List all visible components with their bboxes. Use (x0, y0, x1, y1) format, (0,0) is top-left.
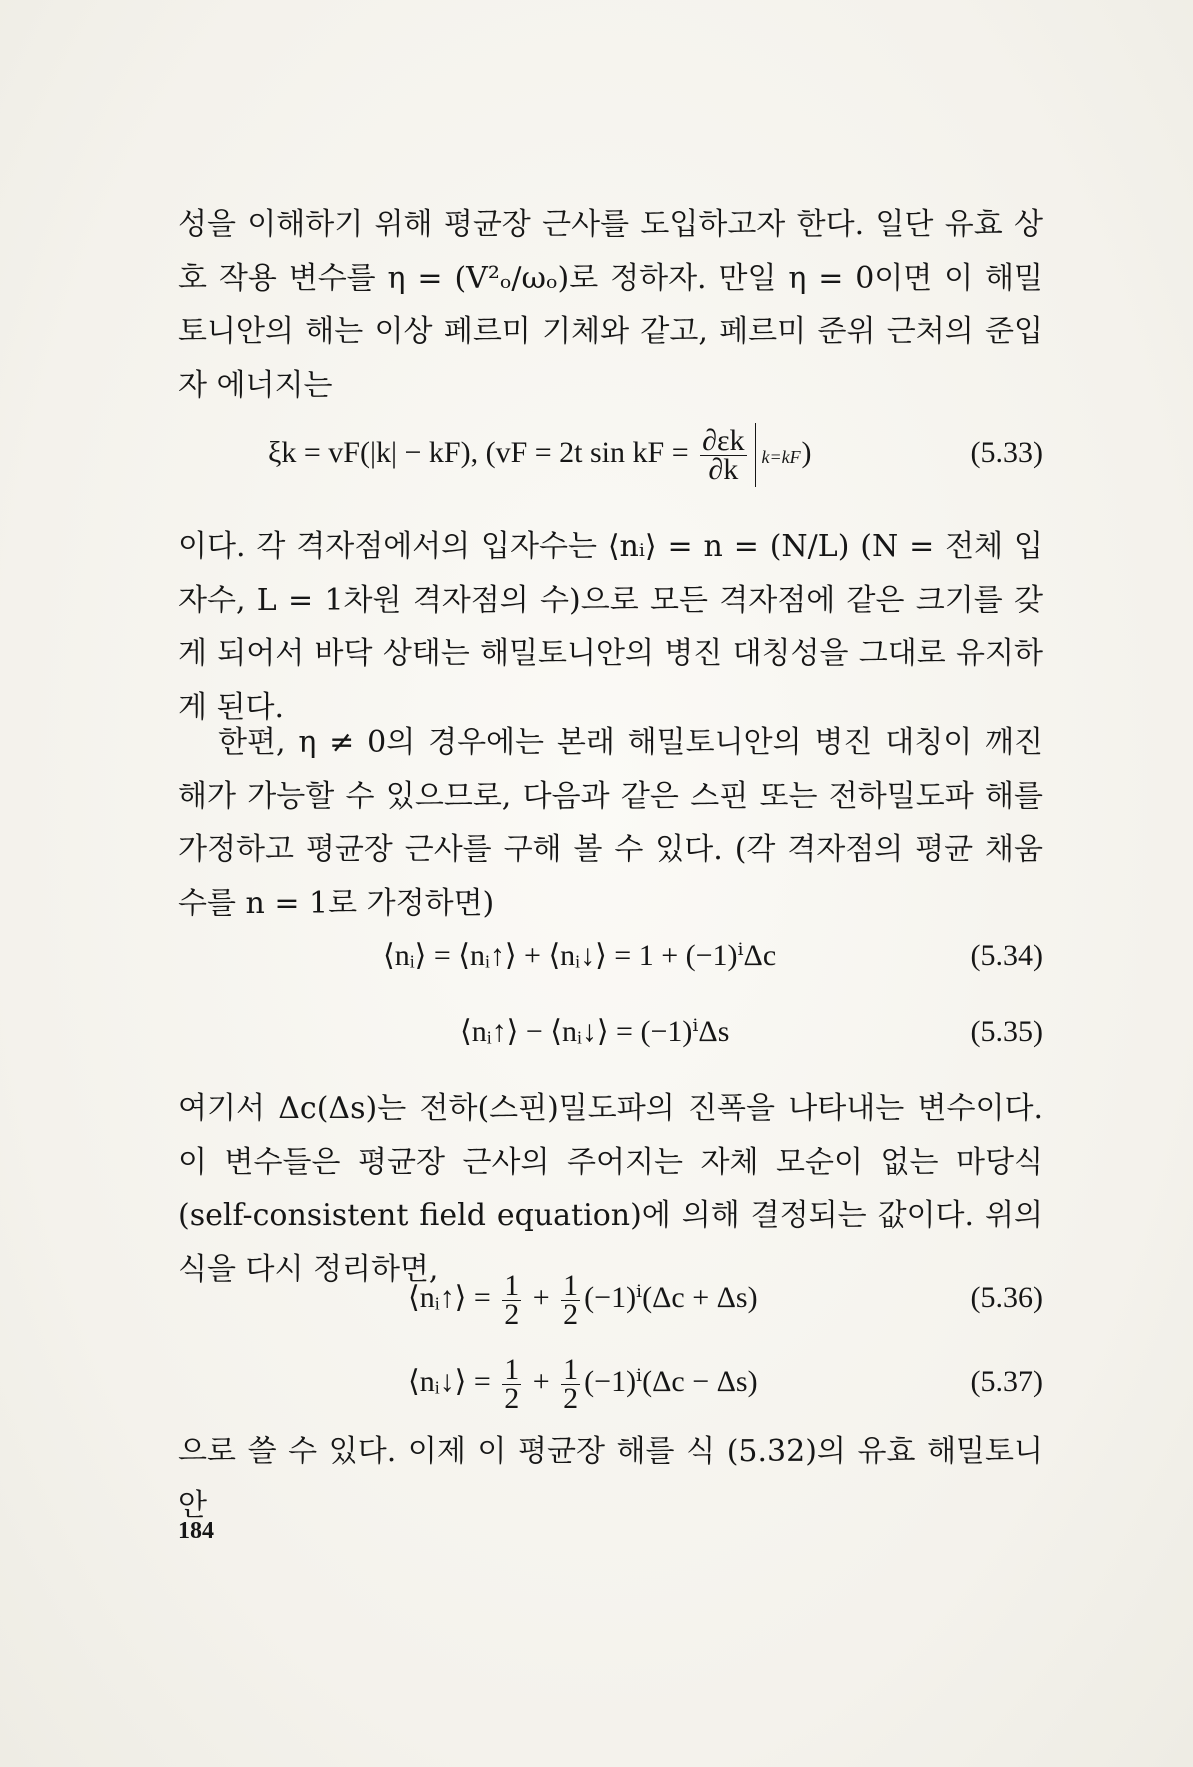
paragraph-text: 이다. 각 격자점에서의 입자수는 ⟨nᵢ⟩ = n = (N/L) (N = 전체 입자수, L = 1차원 격자점의 수)으로 모든 격자점에 같은 크기를 갖게 되어서 바닥 상태는 해밀토니안의 병진 대칭성을 그대로 유지하게 된다. (178, 529, 1043, 725)
fraction-denominator: 2 (504, 1381, 520, 1415)
page-number: 184 (178, 1518, 214, 1544)
fraction-numerator: 1 (563, 1352, 579, 1386)
equation-lhs: ⟨nᵢ↑⟩ = (408, 1281, 499, 1314)
fraction-numerator: ∂εk (702, 423, 745, 457)
closing-paren: ) (801, 436, 812, 469)
equation-body: ⟨nᵢ⟩ = ⟨nᵢ↑⟩ + ⟨nᵢ↓⟩ = 1 + (−1)ⁱΔc (383, 939, 777, 972)
fraction-denominator: ∂k (708, 452, 739, 486)
equation-number: (5.33) (970, 436, 1043, 469)
paragraph-ground-state (178, 520, 1043, 734)
paragraph-text: 성을 이해하기 위해 평균장 근사를 도입하고자 한다. 일단 유효 상호 작용 변수를 η = (V²ₒ/ωₒ)로 정하자. 만일 η = 0이면 이 해밀토니안의 해는 이상 페르미 기체와 같고, 페르미 준위 근처의 준입자 에너지는 (178, 207, 1043, 403)
equation-body: ⟨nᵢ↑⟩ − ⟨nᵢ↓⟩ = (−1)ⁱΔs (460, 1015, 730, 1048)
fraction-half (561, 1352, 580, 1415)
equation-lhs: ξk = vF(|k| − kF), (vF = 2t sin kF = (268, 436, 697, 469)
equation-body (408, 1258, 758, 1338)
equation-5-36 (178, 1258, 1043, 1338)
equation-body (268, 413, 812, 493)
fraction-numerator: 1 (563, 1268, 579, 1302)
fraction-numerator: 1 (504, 1352, 520, 1386)
paragraph-text: 한편, η ≠ 0의 경우에는 본래 해밀토니안의 병진 대칭이 깨진 해가 가능할 수 있으므로, 다음과 같은 스핀 또는 전하밀도파 해를 가정하고 평균장 근사를 구해 볼 수 있다. (각 격자점의 평균 채움수를 n = 1로 가정하면) (178, 725, 1043, 921)
paragraph-broken-symmetry (178, 716, 1043, 930)
paragraph-text: 으로 쓸 수 있다. 이제 이 평균장 해를 식 (5.32)의 유효 해밀토니안 (178, 1434, 1043, 1523)
equation-number: (5.37) (970, 1365, 1043, 1398)
paragraph-closing (178, 1425, 1043, 1532)
fraction-denominator: 2 (504, 1297, 520, 1331)
fraction-numerator: 1 (504, 1268, 520, 1302)
evaluation-subscript: k=kF (761, 447, 801, 468)
partial-derivative (700, 423, 746, 486)
fraction-half (502, 1352, 521, 1415)
equation-5-33 (178, 413, 1043, 493)
equation-5-35 (178, 1002, 1043, 1062)
equation-body (408, 1342, 758, 1422)
paragraph-text: 여기서 Δc(Δs)는 전하(스핀)밀도파의 진폭을 나타내는 변수이다. 이 변수들은 평균장 근사의 주어지는 자체 모순이 없는 마당식(self-consistent field equation)에 의해 결정되는 값이다. 위의 식을 다시 정리하면, (178, 1091, 1043, 1287)
paragraph-intro (178, 198, 1043, 412)
plus-sign: + (525, 1365, 558, 1398)
equation-5-37 (178, 1342, 1043, 1422)
fraction-denominator: 2 (563, 1297, 579, 1331)
equation-rhs: (−1)ⁱ(Δc − Δs) (584, 1365, 758, 1398)
equation-rhs: (−1)ⁱ(Δc + Δs) (584, 1281, 758, 1314)
equation-number: (5.34) (970, 939, 1043, 972)
fraction-half (561, 1268, 580, 1331)
equation-number: (5.35) (970, 1015, 1043, 1048)
equation-number: (5.36) (970, 1281, 1043, 1314)
fraction-half (502, 1268, 521, 1331)
plus-sign: + (525, 1281, 558, 1314)
evaluation-bar (755, 423, 801, 487)
equation-lhs: ⟨nᵢ↓⟩ = (408, 1365, 499, 1398)
fraction-denominator: 2 (563, 1381, 579, 1415)
equation-5-34 (178, 926, 1043, 986)
